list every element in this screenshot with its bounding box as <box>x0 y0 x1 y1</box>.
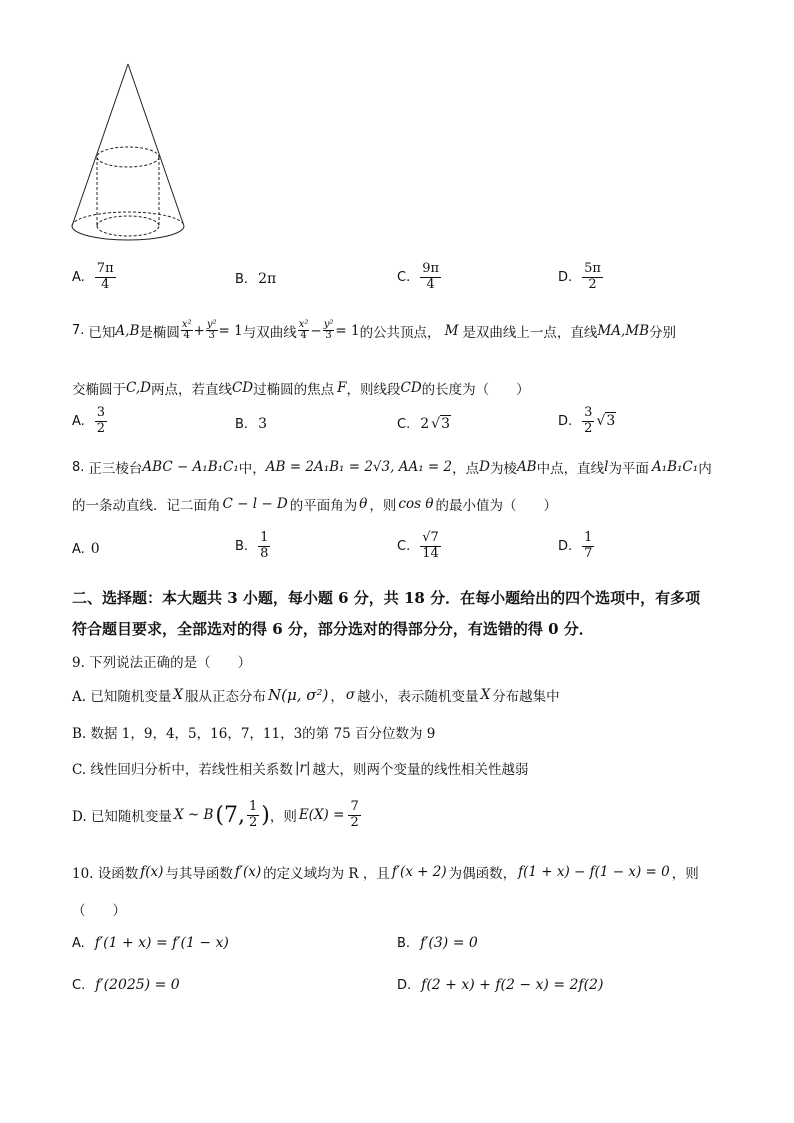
q9-option-d[interactable]: D. 已知随机变量 X ~ B (7, $\frac{1}{2}$ ) ，则 E(X) = $\frac{7}{2}$ <box>72 799 359 830</box>
cone-base-back <box>72 212 184 226</box>
q8-line1: 8. 正三棱台 ABC − A₁B₁C₁ 中， AB = 2A₁B₁ = 2√3, AA₁ = 2 ，点 D 为棱 AB 中点，直线 l 为平面 A₁B₁C₁ 内 <box>72 459 712 477</box>
q6-option-a[interactable]: A. $\frac{7\pi}{4}$ <box>72 261 114 292</box>
q8-line2: 的一条动直线．记二面角 C − l − D 的平面角为 θ ，则 cos θ 的最小值为（ ） <box>72 496 557 514</box>
section2-heading-line2: 符合题目要求，全部选对的得 6 分，部分选对的得部分分，有选错的得 0 分． <box>72 620 594 638</box>
q10-option-d[interactable]: D. f(2 + x) + f(2 − x) = 2f(2) <box>397 977 604 993</box>
q9-option-b[interactable]: B. 数据 1，9，4，5，16，7，11，3的第 75 百分位数为 9 <box>72 726 436 742</box>
q8-option-b[interactable]: B. $\frac{1}{8}$ <box>235 530 269 561</box>
q7-option-a[interactable]: A. $\frac{3}{2}$ <box>72 405 106 436</box>
q8-option-c[interactable]: C. $\frac{√7}{14}$ <box>397 530 439 561</box>
fraction: $\frac{√7}{14}$ <box>422 530 439 561</box>
q8-option-a[interactable]: A. 0 <box>72 541 100 557</box>
q6-option-c[interactable]: C. $\frac{9\pi}{4}$ <box>397 261 440 292</box>
q7-option-d[interactable]: D. $\frac{3}{2}$ √3 <box>558 405 616 436</box>
q10-line1: 10. 设函数 f(x) 与其导函数 f′(x) 的定义域均为 R ，且 f′(x + 2) 为偶函数， f(1 + x) − f(1 − x) = 0 ，则 <box>72 864 699 882</box>
q9-option-c[interactable]: C. 线性回归分析中，若线性相关系数 |r| 越大，则两个变量的线性相关性越弱 <box>72 760 529 778</box>
q7-line1: 7. 已知 A,B 是椭圆 $\frac{\text{x²}}{4}$ + $\frac{\text{y²}}{3}$ = 1 与双曲线 $\frac{\text{x²}}{4}$ − $\frac{\text{y²}}{3}$ = 1 的公共顶点， M 是双曲线上一点，直线 MA,MB 分别 <box>72 319 676 341</box>
q6-option-b[interactable]: B. 2π <box>235 271 277 287</box>
q7-line2: 交椭圆于 C,D 两点，若直线 CD 过椭圆的焦点 F ，则线段 CD 的长度为（ ） <box>72 380 530 398</box>
q9-option-a[interactable]: A. 已知随机变量 X 服从正态分布 N(μ, σ²) ， σ 越小，表示随机变量 X 分布越集中 <box>72 686 560 705</box>
q10-option-c[interactable]: C. f′(2025) = 0 <box>72 977 180 993</box>
q7-option-b[interactable]: B. 3 <box>235 416 267 432</box>
cone-right-edge <box>128 64 184 226</box>
cone-left-edge <box>72 64 128 226</box>
q6-option-d[interactable]: D. $\frac{5\pi}{2}$ <box>558 261 601 292</box>
cylinder-bottom-front <box>97 226 159 236</box>
q10-option-a[interactable]: A. f′(1 + x) = f′(1 − x) <box>72 935 229 951</box>
cone-cylinder-figure <box>68 60 188 246</box>
fraction: $\frac{7\pi}{4}$ <box>96 261 114 292</box>
fraction: $\frac{3}{2}$ <box>584 405 593 436</box>
q10-line2: （ ） <box>72 903 126 919</box>
cylinder-bottom-back <box>97 216 159 226</box>
q10-option-b[interactable]: B. f′(3) = 0 <box>397 935 478 951</box>
q8-option-d[interactable]: D. $\frac{1}{7}$ <box>558 530 593 561</box>
q9-stem: 9. 下列说法正确的是（ ） <box>72 655 252 671</box>
q7-option-c[interactable]: C. 2 √3 <box>397 416 450 432</box>
fraction: $\frac{3}{2}$ <box>96 405 106 436</box>
cylinder-top <box>97 147 159 167</box>
fraction: $\frac{1}{8}$ <box>260 530 269 561</box>
cone-base-front <box>72 226 184 240</box>
section2-heading-line1: 二、选择题：本大题共 3 小题，每小题 6 分，共 18 分．在每小题给出的四个选项中，有多项 <box>72 589 701 607</box>
fraction: $\frac{5\pi}{2}$ <box>584 261 601 292</box>
fraction: $\frac{9\pi}{4}$ <box>422 261 440 292</box>
fraction: $\frac{1}{7}$ <box>584 530 593 561</box>
